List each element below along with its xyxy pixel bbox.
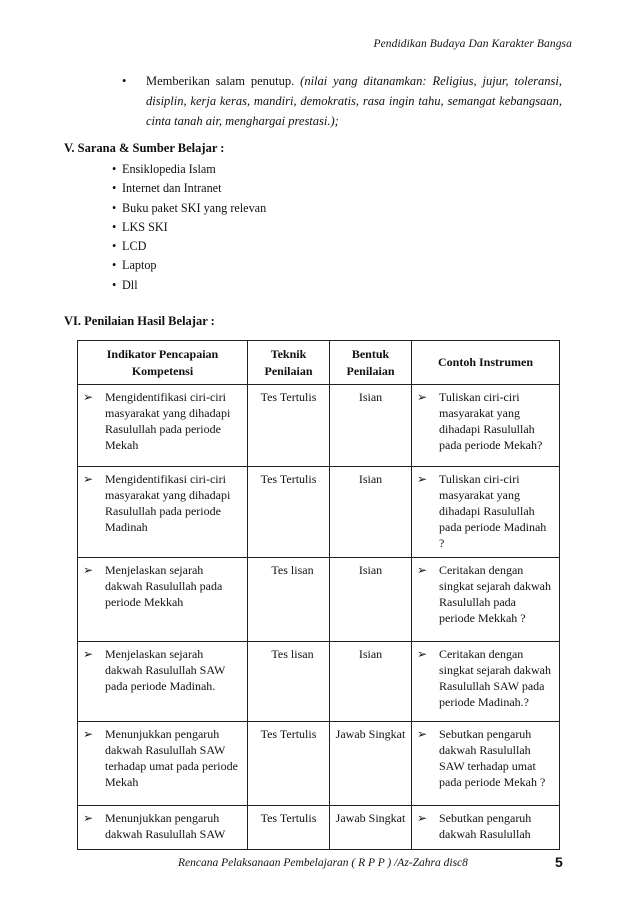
list-item	[112, 256, 266, 275]
table-row	[78, 642, 560, 722]
table-row	[78, 467, 560, 558]
instrumen-text: Sebutkan pengaruh dakwah Rasulullah	[439, 811, 532, 841]
bentuk-cell: Isian	[330, 642, 412, 722]
bullet-icon: •	[112, 219, 117, 234]
table-row	[78, 806, 560, 850]
instrumen-cell	[412, 722, 560, 806]
list-item-label: Buku paket SKI yang relevan	[122, 200, 267, 215]
list-item	[112, 237, 266, 256]
list-item-label: Dll	[122, 277, 138, 292]
table-row	[78, 558, 560, 642]
closing-activity-text	[146, 71, 562, 131]
arrow-bullet-icon: ➢	[83, 563, 94, 577]
arrow-bullet-icon: ➢	[417, 811, 428, 825]
arrow-bullet-icon: ➢	[417, 563, 428, 577]
section-v-title: V. Sarana & Sumber Belajar :	[64, 141, 225, 155]
bullet-icon: •	[122, 74, 127, 88]
bullet-icon: •	[112, 162, 117, 176]
instrumen-cell	[412, 806, 560, 850]
footer-text: Rencana Pelaksanaan Pembelajaran ( R P P ) /Az-Zahra disc8	[178, 857, 468, 869]
resource-list	[112, 160, 266, 295]
arrow-bullet-icon: ➢	[417, 390, 428, 404]
closing-activity-item	[122, 71, 562, 131]
list-item	[112, 218, 266, 237]
column-header-bentuk: Bentuk Penilaian	[330, 341, 412, 385]
running-header: Pendidikan Budaya Dan Karakter Bangsa	[373, 38, 572, 50]
arrow-bullet-icon: ➢	[83, 472, 94, 486]
indikator-text: Mengidentifikasi ciri-ciri masyarakat yang dihadapi Rasulullah pada periode Mekah	[105, 390, 231, 452]
bentuk-cell: Isian	[330, 558, 412, 642]
instrumen-cell	[412, 642, 560, 722]
instrumen-text: Ceritakan dengan singkat sejarah dakwah Rasulullah pada periode Mekkah ?	[439, 563, 551, 625]
table-header-row	[78, 341, 560, 385]
arrow-bullet-icon: ➢	[83, 390, 94, 404]
closing-lead: Memberikan salam penutup.	[146, 74, 295, 88]
bentuk-cell: Isian	[330, 385, 412, 467]
column-header-instrumen: Contoh Instrumen	[412, 341, 560, 385]
teknik-cell: Tes lisan	[248, 642, 330, 722]
page-number: 5	[555, 854, 563, 870]
indikator-text: Menjelaskan sejarah dakwah Rasulullah pada periode Mekkah	[105, 563, 223, 609]
teknik-cell: Tes Tertulis	[248, 467, 330, 558]
bullet-icon: •	[112, 277, 117, 292]
list-item	[112, 276, 266, 295]
indikator-cell	[78, 722, 248, 806]
column-header-teknik: Teknik Penilaian	[248, 341, 330, 385]
teknik-cell: Tes lisan	[248, 558, 330, 642]
teknik-cell: Tes Tertulis	[248, 385, 330, 467]
indikator-text: Menunjukkan pengaruh dakwah Rasulullah SAW terhadap umat pada periode Mekah	[105, 727, 238, 789]
section-vi-title: VI. Penilaian Hasil Belajar :	[64, 314, 215, 328]
column-header-indikator: Indikator Pencapaian Kompetensi	[78, 341, 248, 385]
bentuk-cell: Isian	[330, 467, 412, 558]
bentuk-cell: Jawab Singkat	[330, 722, 412, 806]
assessment-table	[77, 340, 560, 850]
bullet-icon: •	[112, 258, 117, 273]
list-item-label: LKS SKI	[122, 219, 168, 234]
indikator-cell	[78, 385, 248, 467]
indikator-cell	[78, 642, 248, 722]
list-item-label: Internet dan Intranet	[122, 181, 222, 196]
list-item	[112, 199, 266, 218]
bentuk-cell: Jawab Singkat	[330, 806, 412, 850]
bullet-icon: •	[112, 200, 117, 215]
list-item	[112, 179, 266, 198]
list-item	[112, 160, 266, 179]
instrumen-cell	[412, 385, 560, 467]
table-row	[78, 722, 560, 806]
arrow-bullet-icon: ➢	[83, 811, 94, 825]
arrow-bullet-icon: ➢	[83, 647, 94, 661]
list-item-label: LCD	[122, 239, 147, 254]
indikator-text: Menunjukkan pengaruh dakwah Rasulullah SAW	[105, 811, 226, 841]
closing-values-note: (nilai yang ditanamkan: Religius, jujur, toleransi, disiplin, kerja keras, mandiri, demokratis, rasa ingin tahu, semangat kebangsaan, cinta tanah air, menghargai prestasi.);	[146, 74, 563, 128]
list-item-label: Ensiklopedia Islam	[122, 162, 216, 176]
table-row	[78, 385, 560, 467]
instrumen-text: Ceritakan dengan singkat sejarah dakwah Rasulullah SAW pada periode Madinah.?	[439, 647, 551, 709]
indikator-cell	[78, 806, 248, 850]
teknik-cell: Tes Tertulis	[248, 722, 330, 806]
arrow-bullet-icon: ➢	[417, 472, 428, 486]
instrumen-cell	[412, 467, 560, 558]
arrow-bullet-icon: ➢	[417, 647, 428, 661]
bullet-icon: •	[112, 239, 117, 254]
indikator-cell	[78, 467, 248, 558]
bullet-icon: •	[112, 181, 117, 196]
teknik-cell: Tes Tertulis	[248, 806, 330, 850]
instrumen-text: Tuliskan ciri-ciri masyarakat yang dihadapi Rasulullah pada periode Mekah?	[439, 390, 543, 452]
instrumen-text: Tuliskan ciri-ciri masyarakat yang dihadapi Rasulullah pada periode Madinah ?	[439, 472, 547, 550]
list-item-label: Laptop	[122, 258, 157, 273]
arrow-bullet-icon: ➢	[417, 727, 428, 741]
instrumen-text: Sebutkan pengaruh dakwah Rasulullah SAW terhadap umat pada periode Mekah ?	[439, 727, 546, 789]
indikator-cell	[78, 558, 248, 642]
arrow-bullet-icon: ➢	[83, 727, 94, 741]
indikator-text: Mengidentifikasi ciri-ciri masyarakat yang dihadapi Rasulullah pada periode Madinah	[105, 472, 231, 534]
instrumen-cell	[412, 558, 560, 642]
indikator-text: Menjelaskan sejarah dakwah Rasulullah SAW pada periode Madinah.	[105, 647, 226, 693]
